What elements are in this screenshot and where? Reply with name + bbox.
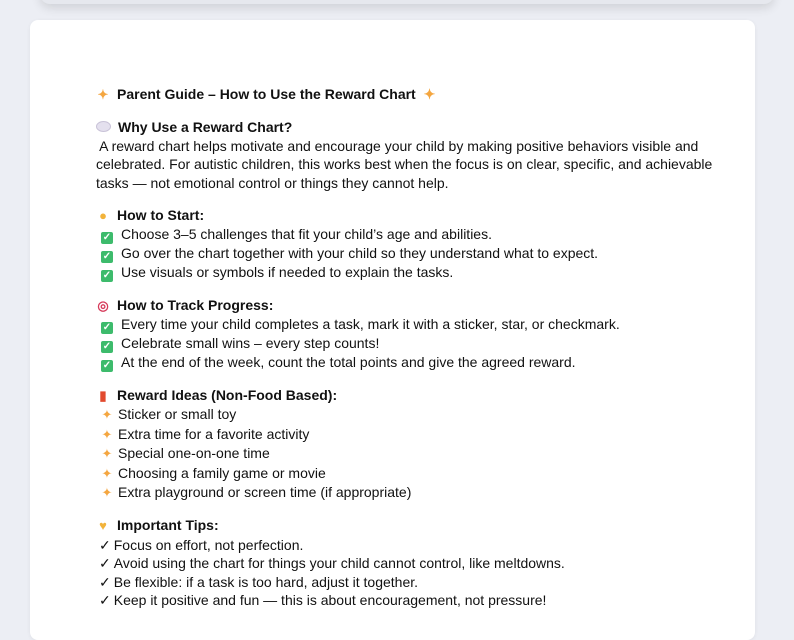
section-heading: How to Track Progress: (117, 296, 274, 313)
guide-title (96, 85, 716, 105)
list-item (96, 353, 716, 372)
gift-icon: ▮ (99, 387, 107, 403)
paragraph-line: celebrated. For autistic children, this works best when the focus is on clear, specific, and achievable (96, 156, 713, 172)
list-item (96, 405, 716, 425)
speech-bubble-icon (96, 121, 111, 132)
list-item (96, 444, 716, 464)
paragraph-line: tasks — not emotional control or things they cannot help. (96, 174, 449, 191)
list-item (96, 483, 716, 503)
list-item (96, 225, 716, 244)
list-item-text: Avoid using the chart for things your child cannot control, like meltdowns. (113, 555, 565, 571)
sparkles-icon: ✦ (101, 407, 113, 422)
check-box-icon: ✓ (102, 322, 112, 333)
list-item (96, 591, 716, 610)
list-item-text: Special one-on-one time (118, 445, 270, 461)
guide-content (96, 85, 716, 610)
sparkles-icon: ✦ (101, 426, 113, 442)
list-item-text: Sticker or small toy (118, 406, 237, 422)
list-item (96, 244, 716, 263)
list-item (96, 425, 716, 445)
list-item-text: Focus on effort, not perfection. (113, 536, 304, 553)
section-heading: Reward Ideas (Non-Food Based): (117, 386, 338, 403)
paragraph-line: A reward chart helps motivate and encourage your child by making positive behaviors visible and (96, 137, 699, 154)
list-item-text: At the end of the week, count the total points and give the agreed reward. (121, 354, 576, 370)
section-why (96, 118, 716, 192)
check-box-icon: ✓ (102, 270, 112, 281)
sparkles-icon: ✦ (101, 465, 113, 481)
list-item (96, 315, 716, 334)
sparkles-icon: ✦ (97, 87, 109, 102)
sparkles-icon: ✦ (423, 86, 436, 102)
list-item-text: Be flexible: if a task is too hard, adjust it together. (113, 573, 419, 590)
list-item-text: Celebrate small wins – every step counts! (121, 335, 380, 351)
checkmark-icon: ✓ (99, 536, 111, 553)
background-card (40, 0, 774, 4)
sparkles-icon: ✦ (101, 446, 113, 461)
section-rewards (96, 386, 716, 503)
title-text: Parent Guide – How to Use the Reward Chart (117, 86, 416, 102)
section-start (96, 206, 716, 283)
list-item (96, 464, 716, 484)
list-item (96, 554, 716, 573)
section-tips (96, 516, 716, 610)
checkmark-icon: ✓ (99, 592, 111, 608)
list-item-text: Choosing a family game or movie (118, 464, 326, 481)
heart-icon: ♥ (99, 518, 107, 533)
list-item (96, 536, 716, 555)
checkmark-icon: ✓ (99, 555, 111, 571)
checkmark-icon: ✓ (99, 573, 111, 590)
check-box-icon: ✓ (102, 251, 112, 262)
list-item-text: Extra time for a favorite activity (118, 425, 310, 442)
list-item (96, 263, 716, 282)
check-box-icon: ✓ (102, 360, 112, 371)
check-box-icon: ✓ (102, 341, 112, 352)
section-heading: Important Tips: (117, 517, 219, 533)
section-heading: How to Start: (117, 206, 205, 223)
list-item-text: Every time your child completes a task, mark it with a sticker, star, or checkmark. (121, 316, 620, 332)
list-item (96, 573, 716, 592)
target-icon: ◎ (97, 297, 109, 313)
section-track (96, 296, 716, 373)
list-item-text: Go over the chart together with your child so they understand what to expect. (121, 245, 599, 261)
list-item-text: Use visuals or symbols if needed to explain the tasks. (121, 264, 454, 280)
list-item-text: Choose 3–5 challenges that fit your child’s age and abilities. (121, 226, 492, 242)
check-box-icon: ✓ (102, 232, 112, 243)
list-item-text: Extra playground or screen time (if appropriate) (118, 484, 412, 500)
list-item-text: Keep it positive and fun — this is about encouragement, not pressure! (113, 592, 547, 608)
section-heading: Why Use a Reward Chart? (118, 119, 293, 135)
sparkles-icon: ✦ (101, 485, 113, 500)
list-item (96, 334, 716, 353)
lightbulb-icon: ● (99, 207, 107, 223)
